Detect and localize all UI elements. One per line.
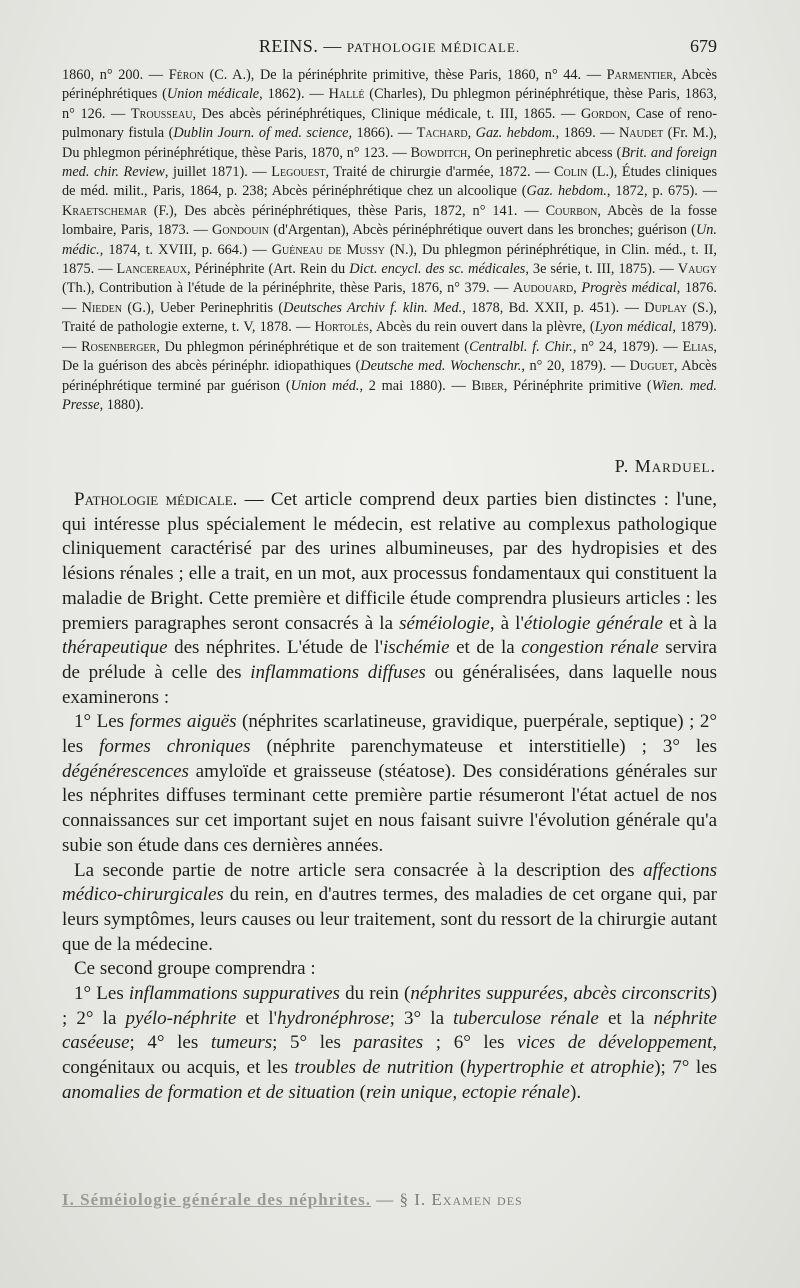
paragraph-acute-forms: 1° Les formes aiguës (néphrites scarlatineuse, gravidique, puerpérale, septique) ; 2° les formes chroniques (néphrite parenchymateuse et interstitielle) ; 3° les dégénérescences amyloïde et graisseuse (stéatose). Des considérations générales sur les néphrites diffuses terminant cette première partie résumeront l'état actuel de nos connaissances sur cet important sujet en nous faisant suivre l'évolution générale qu'a subie son étude dans ces dernières années. — [62, 711, 718, 856]
footer-separator: — — [376, 1190, 395, 1209]
next-section-heading — [62, 1190, 717, 1210]
section-heading: I. Séméiologie générale des néphrites. — [62, 1190, 372, 1209]
subsection-heading: § I. Examen des — [399, 1190, 523, 1209]
paragraph-list: 1° Les inflammations suppuratives du rein (néphrites suppurées, abcès circonscrits) ; 2° la pyélo-néphrite et l'hydronéphrose; 3° la tuberculose rénale et la néphrite caséeuse; 4° les tumeurs; 5° les parasites ; 6° les vices de développement, congénitaux ou acquis, et les troubles de nutrition (hypertrophie et atrophie); 7° les anomalies de formation et de situation (rein unique, ectopie rénale). — [62, 983, 718, 1103]
running-title — [62, 36, 717, 57]
bibliography-text: 1860, n° 200. — Féron (C. A.), De la périnéphrite primitive, thèse Paris, 1860, n° 44. — Parmentier, Abcès périnéphrétiques (Union médicale, 1862). — Hallé (Charles), Du phlegmon périnéphrétique, thèse Paris, 1863, n° 126. — Trousseau, Des abcès périnéphrétiques, Clinique médicale, t. III, 1865. — Gordon, Case of reno-pulmonary fistula (Dublin Journ. of med. science, 1866). — Tachard, Gaz. hebdom., 1869. — Naudet (Fr. M.), Du phlegmon périnéphrétique, thèse Paris, 1870, n° 123. — Bowditch, On perinephretic abcess (Brit. and foreign med. chir. Review, juillet 1871). — Legouest, Traité de chirurgie d'armée, 1872. — Colin (L.), Études cliniques de méd. milit., Paris, 1864, p. 238; Abcès périnéphrétique chez un alcoolique (Gaz. hebdom., 1872, p. 675). — Kraetschemar (F.), Des abcès périnéphrétiques, thèse Paris, 1872, n° 141. — Courbon, Abcès de la fosse lombaire, Paris, 1873. — Gondouin (d'Argentan), Abcès périnéphrétique ouvert dans les bronches; guérison (Un. médic., 1874, t. XVIII, p. 664.) — Guéneau de Mussy (N.), Du phlegmon périnéphrétique, in Clin. méd., t. II, 1875. — Lancereaux, Périnéphrite (Art. Rein du Dict. encycl. des sc. médicales, 3e série, t. III, 1875). — Vaugy (Th.), Contribution à l'étude de la périnéphrite, thèse Paris, 1876, n° 379. — Audouard, Progrès médical, 1876. — Nieden (G.), Ueber Perinephritis (Deutsches Archiv f. klin. Med., 1878, Bd. XXII, p. 451). — Duplay (S.), Traité de pathologie externe, t. V, 1878. — Hortolès, Abcès du rein ouvert dans la plèvre, (Lyon médical, 1879). — Rosenberger, Du phlegmon périnéphrétique et de son traitement (Centralbl. f. Chir., n° 24, 1879). — Elias, De la guérison des abcès périnéphr. idiopathiques (Deutsche med. Wochenschr., n° 20, 1879). — Duguet, Abcès périnéphrétique terminé par guérison (Union méd., 2 mai 1880). — Biber, Périnéphrite primitive (Wien. med. Presse, 1880). — [62, 67, 718, 413]
page-number: 679 — [690, 36, 717, 56]
title-main: REINS. — [258, 36, 319, 56]
title-sub: PATHOLOGIE MÉDICALE. — [346, 40, 521, 55]
article-body — [62, 488, 717, 1106]
paragraph-second-part: La seconde partie de notre article sera consacrée à la description des affections médico-chirurgicales du rein, en d'autres termes, des maladies de cet organe qui, par leurs symptômes, leurs causes ou leur traitement, sont du ressort de la chirurgie autant que de la médecine. — [62, 859, 717, 955]
title-separator: — — [323, 36, 342, 56]
paragraph-second-group: Ce second groupe comprendra : — [74, 958, 316, 980]
bibliography-block — [62, 66, 717, 415]
running-header — [62, 36, 717, 60]
paragraph-intro: Pathologie médicale. — Cet article comprend deux parties bien distinctes : l'une, qui intéresse plus spécialement le médecin, est relative au complexus pathologique cliniquement caractérisé par des urines albumineuses, par des hydropisies et des lésions rénales ; elle a trait, en un mot, aux processus fondamentaux qui constituent la maladie de Bright. Cette première et difficile étude comprendra plusieurs articles : les premiers paragraphes seront consacrés à la séméiologie, à l'étiologie générale et à la thérapeutique des néphrites. L'étude de l'ischémie et de la congestion rénale servira de prélude à celle des inflammations diffuses ou généralisées, dans laquelle nous examinerons : — [62, 489, 717, 708]
author-signature: P. Marduel. — [614, 456, 716, 476]
